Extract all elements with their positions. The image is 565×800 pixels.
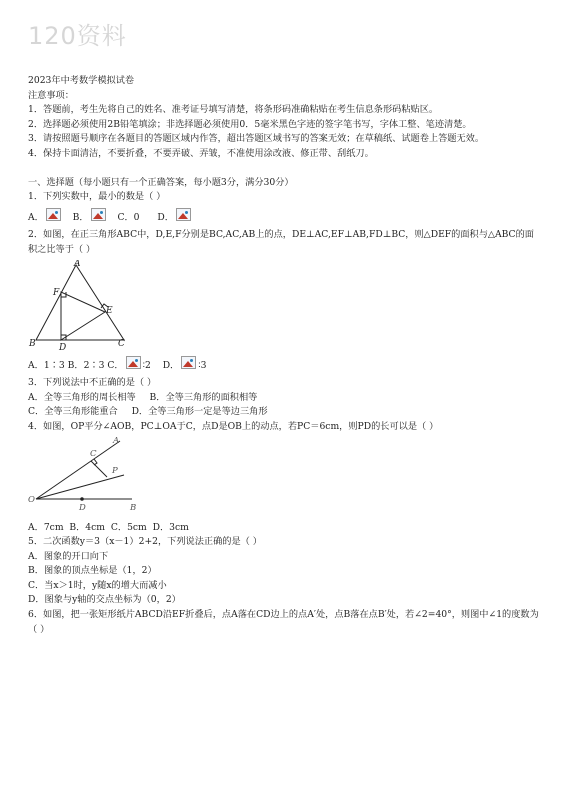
q5-option-a: A．图象的开口向下 bbox=[28, 550, 109, 562]
notice-item: 2．选择题必须使用2B铅笔填涂；非选择题必须使用0．5毫米黑色字迹的签字笔书写，字体工整、笔迹清楚。 bbox=[28, 118, 472, 130]
point-label: O bbox=[28, 494, 35, 505]
vertex-label: D bbox=[59, 342, 67, 352]
q2-options bbox=[28, 356, 543, 374]
broken-image-icon bbox=[176, 208, 191, 221]
q5-option-d: D．图象与y轴的交点坐标为（0，2） bbox=[28, 594, 181, 606]
q2-option-d-suffix: ∶3 bbox=[198, 359, 207, 371]
point-label: C bbox=[90, 448, 97, 459]
q1-option-d: D． bbox=[157, 211, 174, 223]
q2-stem: 2．如图，在正三角形ABC中，D,E,F分别是BC,AC,AB上的点，DE⊥AC,EF⊥AB,FD⊥BC，则△DEF的面积与△ABC的面积之比等于（ ） bbox=[28, 229, 534, 255]
q5-option-b: B．图象的顶点坐标是（1，2） bbox=[28, 565, 157, 577]
q5-option-c: C．当x＞1时，y随x的增大而减小 bbox=[28, 579, 167, 591]
angle-bisector-figure bbox=[28, 437, 148, 515]
q4-stem: 4．如图，OP平分∠AOB，PC⊥OA于C，点D是OB上的动点，若PC＝6cm，则PD的长可以是（ ） bbox=[28, 420, 439, 432]
notice-item: 3．请按照题号顺序在各题目的答题区域内作答，超出答题区域书写的答案无效；在草稿纸、试题卷上答题无效。 bbox=[28, 133, 485, 145]
q3-option-d: D．全等三角形一定是等边三角形 bbox=[131, 406, 268, 418]
notice-item: 1．答题前，考生先将自己的姓名、准考证号填写清楚，将条形码准确粘贴在考生信息条形码粘贴区。 bbox=[28, 104, 439, 116]
broken-image-icon bbox=[126, 356, 141, 369]
q3-option-a: A．全等三角形的周长相等 bbox=[28, 391, 136, 403]
q1-option-c: C．0 bbox=[117, 211, 140, 223]
q1-option-a: A． bbox=[28, 211, 44, 223]
q2-option-a: A．1∶3 bbox=[28, 359, 65, 371]
q2-option-c-prefix: C． bbox=[107, 359, 124, 371]
notice-item: 4．保持卡面清洁，不要折叠，不要弄破、弄皱，不准使用涂改液、修正带、刮纸刀。 bbox=[28, 147, 374, 159]
triangle-figure bbox=[28, 260, 138, 352]
vertex-label: A bbox=[74, 259, 81, 269]
broken-image-icon bbox=[181, 356, 196, 369]
point-label: P bbox=[112, 465, 118, 476]
vertex-label: F bbox=[53, 287, 60, 298]
q1-options bbox=[28, 208, 543, 226]
q2-option-d-prefix: D． bbox=[162, 359, 180, 371]
q4-options: A．7cm B．4cm C．5cm D．3cm bbox=[28, 521, 189, 533]
q3-option-b: B．全等三角形的面积相等 bbox=[149, 391, 258, 403]
broken-image-icon bbox=[91, 208, 106, 221]
q3-stem: 3．下列说法中不正确的是（ ） bbox=[28, 377, 157, 389]
watermark: 120资料 bbox=[28, 22, 127, 50]
q3-option-c: C．全等三角形能重合 bbox=[28, 406, 118, 418]
broken-image-icon bbox=[46, 208, 61, 221]
vertex-label: E bbox=[106, 305, 113, 316]
exam-content bbox=[28, 74, 543, 637]
vertex-label: B bbox=[29, 338, 36, 349]
q5-stem: 5．二次函数y＝3（x－1）2+2，下列说法正确的是（ ） bbox=[28, 536, 262, 548]
notice-heading: 注意事项： bbox=[28, 89, 74, 101]
q3-options-row1 bbox=[28, 391, 543, 406]
q2-option-b: B．2∶3 bbox=[67, 359, 105, 371]
point-label: D bbox=[79, 502, 86, 513]
point-marker bbox=[80, 497, 84, 501]
section-heading: 一、选择题（每小题只有一个正确答案，每小题3分，满分30分） bbox=[28, 176, 294, 188]
vertex-label: C bbox=[118, 338, 125, 349]
q6-stem: 6．如图，把一张矩形纸片ABCD沿EF折叠后，点A落在CD边上的点A′处，点B落在点B′处，若∠2=40°，则图中∠1的度数为（ ） bbox=[28, 609, 539, 635]
exam-title: 2023年中考数学模拟试卷 bbox=[28, 75, 135, 86]
point-label: A bbox=[113, 436, 120, 446]
q2-option-c-suffix: ∶2 bbox=[142, 359, 151, 371]
q1-option-b: B． bbox=[72, 211, 89, 223]
point-label: B bbox=[130, 502, 137, 513]
q1-stem: 1．下列实数中，最小的数是（ ） bbox=[28, 191, 166, 203]
q3-options-row2 bbox=[28, 405, 543, 420]
